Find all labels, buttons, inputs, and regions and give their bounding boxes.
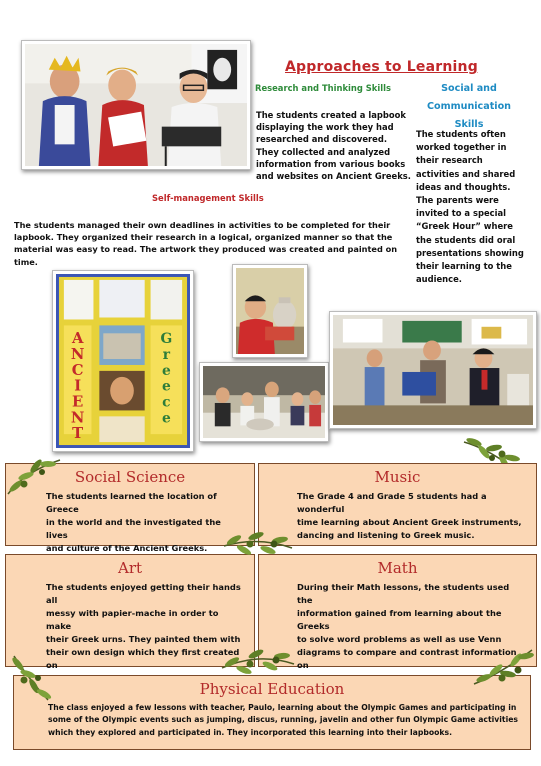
social-science-text bbox=[6, 490, 254, 555]
self-management-text bbox=[14, 219, 414, 268]
text-line: which they explored and participated in. They incorporated this learning into their lapbooks. bbox=[48, 727, 453, 737]
svg-text:N: N bbox=[70, 409, 85, 427]
svg-text:N: N bbox=[70, 346, 85, 364]
svg-text:e: e bbox=[161, 410, 171, 427]
text-line: “Greek Hour” where bbox=[416, 221, 513, 232]
text-line: audience. bbox=[416, 274, 462, 285]
text-line: The students learned the location of Greece bbox=[46, 491, 217, 514]
text-line: their Greek urns. They painted them with bbox=[46, 634, 241, 644]
text-line: their own design which they first created on bbox=[46, 647, 240, 670]
text-line: displaying the work they had bbox=[256, 122, 394, 133]
text-line: The class enjoyed a few lessons with teacher, Paulo, learning about the Olympic Games and participating in bbox=[48, 703, 517, 712]
heading-line: Communication Skills bbox=[426, 101, 512, 130]
social-communication-heading bbox=[414, 80, 524, 134]
svg-text:c: c bbox=[162, 394, 171, 411]
physical-education-box bbox=[13, 675, 531, 750]
text-line: material was easy to read. The artwork they produced was created and painted on bbox=[14, 244, 398, 255]
physical-education-text bbox=[14, 702, 530, 739]
svg-text:E: E bbox=[72, 393, 84, 411]
text-line: presentations showing bbox=[416, 247, 524, 258]
svg-text:e: e bbox=[161, 362, 171, 379]
physical-education-title: Physical Education bbox=[199, 680, 345, 698]
svg-text:T: T bbox=[72, 425, 84, 443]
self-management-heading: Self-management Skills bbox=[152, 193, 264, 203]
text-line: researched and discovered. bbox=[256, 134, 387, 145]
research-heading: Research and Thinking Skills bbox=[255, 83, 391, 93]
art-title: Art bbox=[117, 559, 143, 577]
olive-branch-icon bbox=[2, 452, 64, 496]
svg-text:e: e bbox=[161, 378, 171, 395]
text-line: The students enjoyed getting their hands all bbox=[46, 582, 241, 605]
heading-line: Social and bbox=[441, 83, 497, 94]
svg-text:I: I bbox=[74, 377, 82, 395]
svg-text:r: r bbox=[162, 347, 170, 364]
photo-child-urn bbox=[232, 264, 308, 358]
svg-text:C: C bbox=[71, 361, 84, 379]
text-line: diagrams to compare and contrast information on bbox=[297, 647, 517, 670]
page-title: Approaches to Learning bbox=[285, 59, 478, 75]
text-line: to solve word problems as well as use Venn bbox=[297, 634, 502, 644]
text-line: worked together in bbox=[416, 142, 507, 153]
text-line: lapbook. They organized their research in a logical, organized manner so that the bbox=[14, 232, 393, 243]
text-line: and websites on Ancient Greeks. bbox=[256, 171, 411, 182]
photo-greek-hour bbox=[329, 311, 537, 429]
math-title: Math bbox=[377, 559, 418, 577]
music-text bbox=[259, 490, 536, 542]
text-line: information gained from learning about the Greeks bbox=[297, 608, 502, 631]
svg-text:G: G bbox=[160, 331, 173, 348]
text-line: information from various books bbox=[256, 158, 406, 169]
music-title: Music bbox=[374, 468, 421, 486]
olive-branch-icon bbox=[222, 526, 294, 562]
text-line: The students managed their own deadlines in activities to be completed for their bbox=[14, 220, 391, 230]
text-line: invited to a special bbox=[416, 208, 507, 219]
music-box bbox=[258, 463, 537, 546]
art-box bbox=[5, 554, 255, 670]
research-text bbox=[256, 109, 411, 182]
text-line: and culture of the Ancient Greeks. bbox=[46, 543, 208, 553]
olive-branch-icon bbox=[8, 654, 52, 702]
text-line: messy with papier-mache in order to make bbox=[46, 608, 219, 631]
text-line: their learning to the bbox=[416, 261, 512, 272]
photo-lapbook bbox=[52, 270, 194, 452]
photo-group-papier-mache bbox=[199, 362, 329, 442]
text-line: ideas and thoughts. bbox=[416, 181, 511, 192]
text-line: The students often bbox=[416, 129, 506, 139]
social-communication-text bbox=[416, 128, 531, 286]
olive-branch-icon bbox=[220, 644, 296, 680]
text-line: time learning about Ancient Greek instruments, bbox=[297, 517, 522, 527]
social-science-title: Social Science bbox=[74, 468, 186, 486]
text-line: in the world and the investigated the lives bbox=[46, 517, 221, 540]
text-line: During their Math lessons, the students used the bbox=[297, 582, 510, 605]
olive-branch-icon bbox=[470, 644, 536, 692]
text-line: They collected and analyzed bbox=[256, 146, 391, 157]
photo-students-costume bbox=[21, 40, 251, 170]
text-line: the students did oral bbox=[416, 234, 516, 245]
text-line: dancing and listening to Greek music. bbox=[297, 530, 475, 540]
text-line: The parents were bbox=[416, 195, 499, 206]
text-line: some of the Olympic events such as jumping, discus, running, javelin and other fun Olympic Game activities bbox=[48, 715, 518, 725]
text-line: their research bbox=[416, 155, 483, 166]
text-line: The Grade 4 and Grade 5 students had a wonderful bbox=[297, 491, 487, 514]
text-line: activities and shared bbox=[416, 168, 516, 179]
text-line: The students created a lapbook bbox=[256, 110, 406, 120]
text-line: time. bbox=[14, 256, 38, 267]
lapbook-board-text: A bbox=[71, 330, 84, 348]
